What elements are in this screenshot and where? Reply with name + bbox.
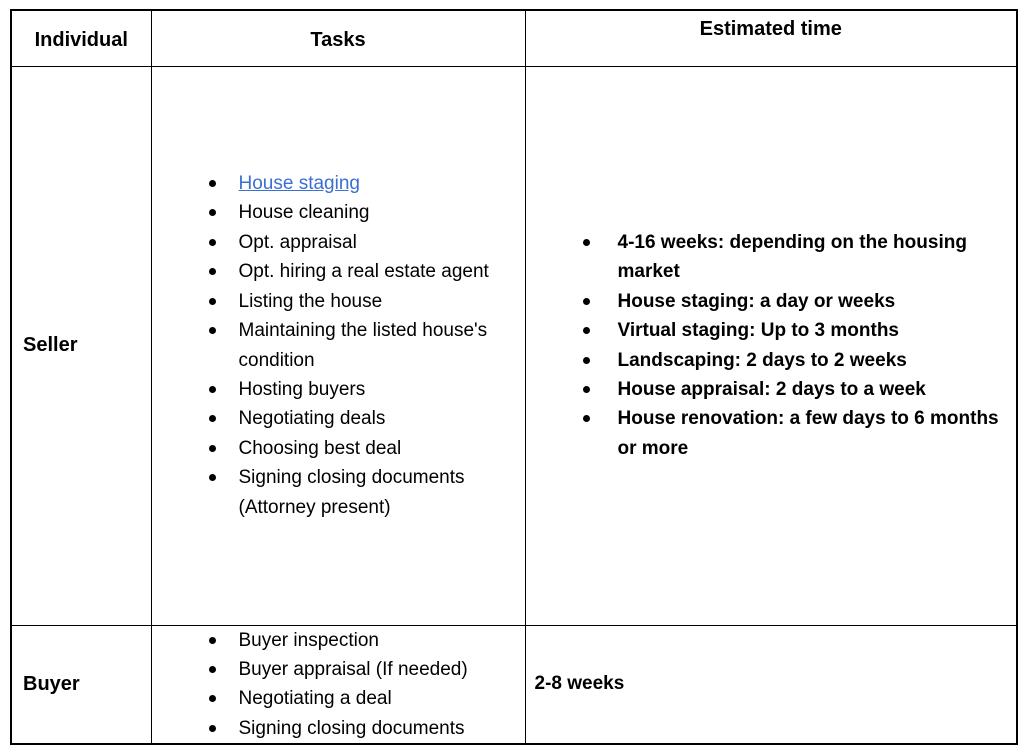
seller-time-item: House appraisal: 2 days to a week	[581, 375, 1011, 404]
buyer-task-item: Signing closing documents	[207, 714, 501, 743]
header-row	[11, 10, 1017, 66]
seller-time-item: House staging: a day or weeks	[581, 287, 1011, 316]
seller-task-item: House cleaning	[207, 198, 501, 227]
tasks-table	[10, 9, 1018, 745]
buyer-tasks-cell	[151, 625, 525, 744]
seller-task-item: Signing closing documents (Attorney present)	[207, 463, 501, 522]
seller-time-item: 4-16 weeks: depending on the housing market	[581, 228, 1011, 287]
buyer-task-item: Negotiating a deal	[207, 684, 501, 713]
seller-times-list	[581, 228, 1017, 463]
seller-task-item: Negotiating deals	[207, 404, 501, 433]
table-row-buyer	[11, 625, 1017, 744]
seller-label: Seller	[11, 66, 151, 625]
seller-task-item: Choosing best deal	[207, 434, 501, 463]
seller-task-item: Maintaining the listed house's condition	[207, 316, 501, 375]
seller-task-item: Opt. hiring a real estate agent	[207, 257, 501, 286]
seller-task-item: Listing the house	[207, 287, 501, 316]
seller-task-item	[207, 169, 501, 198]
house-staging-link[interactable]: House staging	[238, 173, 360, 195]
seller-time-item: Virtual staging: Up to 3 months	[581, 316, 1011, 345]
buyer-tasks-list	[207, 626, 525, 744]
header-tasks: Tasks	[151, 10, 525, 66]
seller-task-item: Opt. appraisal	[207, 228, 501, 257]
header-individual: Individual	[11, 10, 151, 66]
table-row-seller	[11, 66, 1017, 625]
seller-task-item: Hosting buyers	[207, 375, 501, 404]
seller-tasks-list	[207, 169, 525, 522]
header-estimated-time: Estimated time	[525, 10, 1017, 66]
buyer-task-item: Buyer appraisal (If needed)	[207, 655, 501, 684]
buyer-task-item: Buyer inspection	[207, 626, 501, 655]
buyer-time-text: 2-8 weeks	[525, 625, 1017, 744]
seller-times-cell	[525, 66, 1017, 625]
buyer-label: Buyer	[11, 625, 151, 744]
seller-time-item: Landscaping: 2 days to 2 weeks	[581, 346, 1011, 375]
seller-time-item: House renovation: a few days to 6 months or more	[581, 404, 1011, 463]
seller-tasks-cell	[151, 66, 525, 625]
